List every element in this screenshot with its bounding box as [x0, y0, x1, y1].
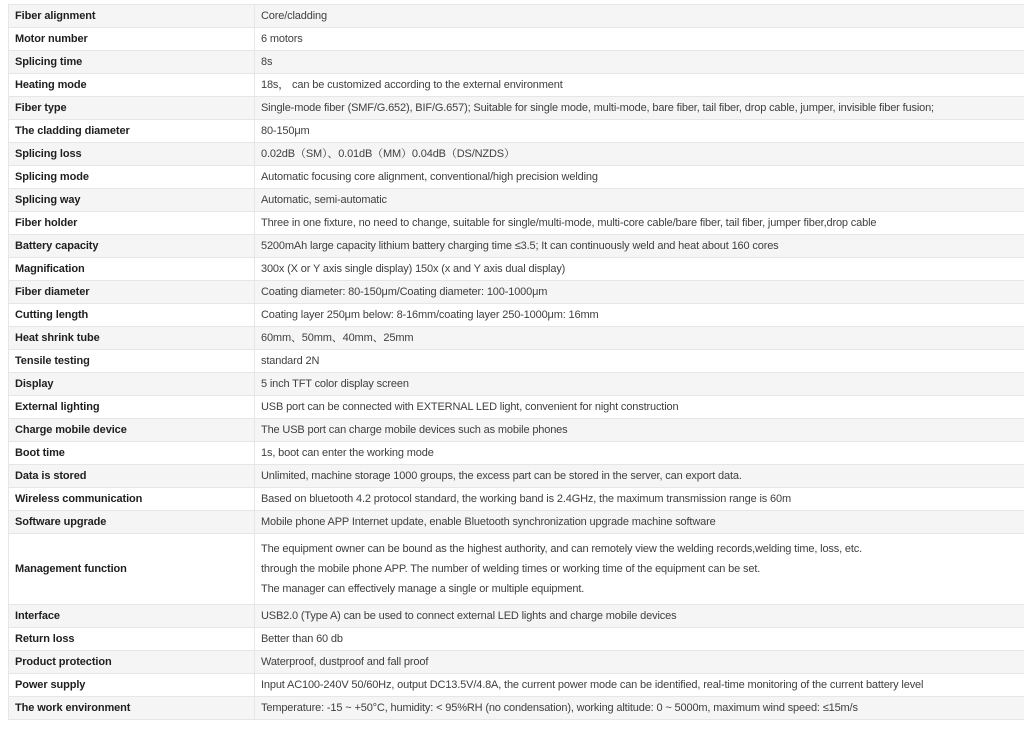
spec-label: External lighting: [9, 396, 255, 419]
spec-label: Software upgrade: [9, 511, 255, 534]
spec-value: 1s, boot can enter the working mode: [255, 442, 1024, 465]
spec-label: Charge mobile device: [9, 419, 255, 442]
spec-label: Return loss: [9, 628, 255, 651]
spec-value: Unlimited, machine storage 1000 groups, the excess part can be stored in the server, can export data.: [255, 465, 1024, 488]
table-row: [9, 304, 1024, 327]
spec-label: Magnification: [9, 258, 255, 281]
spec-label: Fiber diameter: [9, 281, 255, 304]
spec-value: 8s: [255, 51, 1024, 74]
table-row: [9, 189, 1024, 212]
spec-value: USB2.0 (Type A) can be used to connect external LED lights and charge mobile devices: [255, 605, 1024, 628]
table-row: [9, 488, 1024, 511]
spec-value: Coating diameter: 80-150μm/Coating diameter: 100-1000μm: [255, 281, 1024, 304]
spec-label: Power supply: [9, 674, 255, 697]
spec-label: Heating mode: [9, 74, 255, 97]
spec-table: [8, 4, 1024, 720]
spec-label: Fiber holder: [9, 212, 255, 235]
spec-label: Data is stored: [9, 465, 255, 488]
spec-value: USB port can be connected with EXTERNAL LED light, convenient for night construction: [255, 396, 1024, 419]
spec-label: Heat shrink tube: [9, 327, 255, 350]
table-row: [9, 258, 1024, 281]
spec-label: The cladding diameter: [9, 120, 255, 143]
spec-value: Automatic, semi-automatic: [255, 189, 1024, 212]
spec-value: Coating layer 250μm below: 8-16mm/coating layer 250-1000μm: 16mm: [255, 304, 1024, 327]
spec-value: Single-mode fiber (SMF/G.652), BIF/G.657); Suitable for single mode, multi-mode, bare fiber, tail fiber, drop cable, jumper, invisible fiber fusion;: [255, 97, 1024, 120]
spec-value: 80-150μm: [255, 120, 1024, 143]
table-row: [9, 396, 1024, 419]
table-row: [9, 51, 1024, 74]
spec-label: Fiber alignment: [9, 5, 255, 28]
table-row: [9, 143, 1024, 166]
table-row: [9, 465, 1024, 488]
spec-value: Automatic focusing core alignment, conventional/high precision welding: [255, 166, 1024, 189]
spec-label: Splicing time: [9, 51, 255, 74]
spec-value: 5200mAh large capacity lithium battery charging time ≤3.5; It can continuously weld and heat about 160 cores: [255, 235, 1024, 258]
spec-value: 300x (X or Y axis single display) 150x (x and Y axis dual display): [255, 258, 1024, 281]
spec-label: Management function: [9, 534, 255, 605]
spec-label: Boot time: [9, 442, 255, 465]
table-row: [9, 442, 1024, 465]
spec-label: The work environment: [9, 697, 255, 720]
spec-label: Display: [9, 373, 255, 396]
spec-label: Splicing mode: [9, 166, 255, 189]
table-row: [9, 327, 1024, 350]
spec-value: 0.02dB（SM）、0.01dB（MM）0.04dB（DS/NZDS）: [255, 143, 1024, 166]
spec-value: Mobile phone APP Internet update, enable Bluetooth synchronization upgrade machine software: [255, 511, 1024, 534]
spec-label: Fiber type: [9, 97, 255, 120]
spec-value: 5 inch TFT color display screen: [255, 373, 1024, 396]
table-row: [9, 5, 1024, 28]
spec-value: 6 motors: [255, 28, 1024, 51]
spec-label: Battery capacity: [9, 235, 255, 258]
spec-label: Cutting length: [9, 304, 255, 327]
table-row: [9, 628, 1024, 651]
spec-label: Tensile testing: [9, 350, 255, 373]
table-row: [9, 120, 1024, 143]
spec-label: Motor number: [9, 28, 255, 51]
spec-label: Interface: [9, 605, 255, 628]
table-row: [9, 697, 1024, 720]
table-row: [9, 534, 1024, 605]
table-row: [9, 74, 1024, 97]
table-row: [9, 235, 1024, 258]
spec-value: Waterproof, dustproof and fall proof: [255, 651, 1024, 674]
spec-label: Splicing loss: [9, 143, 255, 166]
spec-value: 60mm、50mm、40mm、25mm: [255, 327, 1024, 350]
table-row: [9, 166, 1024, 189]
spec-value: Core/cladding: [255, 5, 1024, 28]
table-row: [9, 350, 1024, 373]
table-row: [9, 97, 1024, 120]
spec-value: Input AC100-240V 50/60Hz, output DC13.5V/4.8A, the current power mode can be identified, real-time monitoring of the current battery level: [255, 674, 1024, 697]
spec-label: Product protection: [9, 651, 255, 674]
spec-value: standard 2N: [255, 350, 1024, 373]
table-row: [9, 419, 1024, 442]
spec-value: Based on bluetooth 4.2 protocol standard, the working band is 2.4GHz, the maximum transmission range is 60m: [255, 488, 1024, 511]
table-row: [9, 605, 1024, 628]
table-row: [9, 28, 1024, 51]
spec-label: Splicing way: [9, 189, 255, 212]
spec-value: The USB port can charge mobile devices such as mobile phones: [255, 419, 1024, 442]
table-row: [9, 651, 1024, 674]
management-line: The equipment owner can be bound as the highest authority, and can remotely view the welding records,welding time, loss, etc.: [261, 543, 863, 555]
spec-label: Wireless communication: [9, 488, 255, 511]
spec-value: Three in one fixture, no need to change, suitable for single/multi-mode, multi-core cable/bare fiber, tail fiber, jumper fiber,drop cable: [255, 212, 1024, 235]
table-row: [9, 373, 1024, 396]
table-row: [9, 674, 1024, 697]
spec-value: Temperature: -15 ~ +50°C, humidity: < 95%RH (no condensation), working altitude: 0 ~ 5000m, maximum wind speed: ≤15m/s: [255, 697, 1024, 720]
table-row: [9, 212, 1024, 235]
table-row: [9, 511, 1024, 534]
table-row: [9, 281, 1024, 304]
spec-value: Better than 60 db: [255, 628, 1024, 651]
management-line: through the mobile phone APP. The number of welding times or working time of the equipment can be set.: [261, 563, 761, 575]
spec-value: [255, 534, 1024, 605]
management-line: The manager can effectively manage a single or multiple equipment.: [261, 583, 585, 595]
spec-value: 18s， can be customized according to the external environment: [255, 74, 1024, 97]
